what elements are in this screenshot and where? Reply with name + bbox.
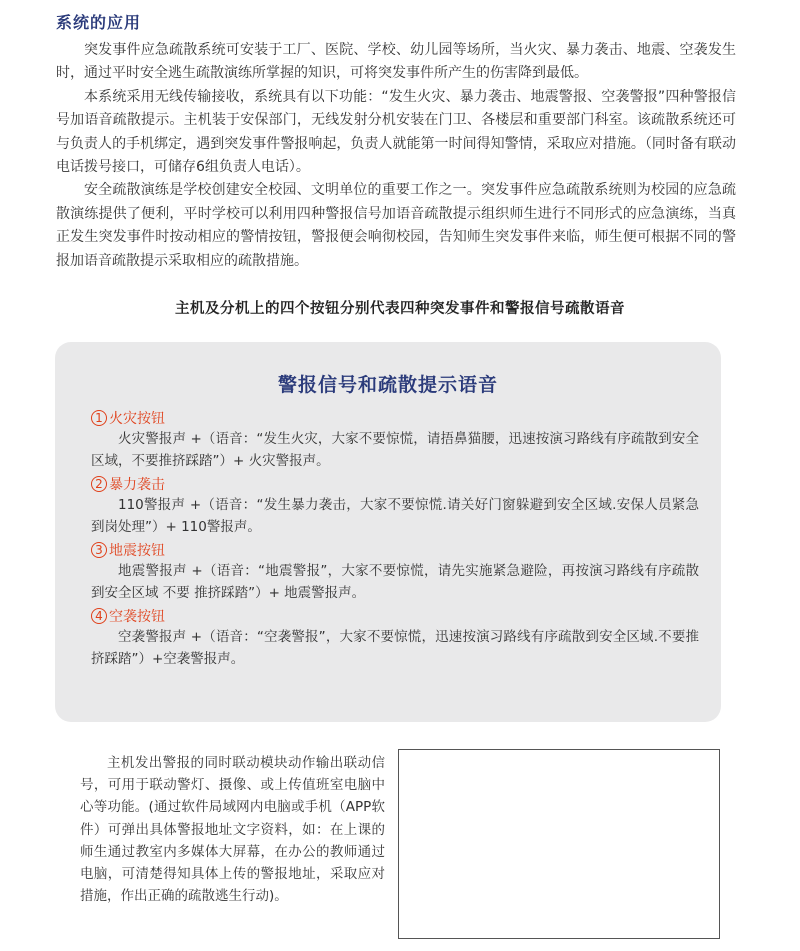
alarm-item-violence — [91, 474, 707, 538]
alarm-item-air-raid — [91, 606, 707, 670]
alarm-item-earthquake — [91, 540, 707, 604]
alarm-description: 空袭警报声 +（语音：“空袭警报”，大家不要惊慌，迅速按演习路线有序疏散到安全区域.不要推挤踩踏”）+空袭警报声。 — [91, 629, 699, 667]
alarm-item-header — [91, 606, 707, 625]
intro-paragraph-1: 突发事件应急疏散系统可安装于工厂、医院、学校、幼儿园等场所，当火灾、暴力袭击、地震、空袭发生时，通过平时安全逃生疏散演练所掌握的知识，可将突发事件所产生的伤害降到最低。 — [56, 42, 736, 82]
buttons-subheading: 主机及分机上的四个按钮分别代表四种突发事件和警报信号疏散语音 — [175, 301, 625, 317]
intro-paragraph-3: 安全疏散演练是学校创建安全校园、文明单位的重要工作之一。突发事件应急疏散系统则为校园的应急疏散演练提供了便利，平时学校可以利用四种警报信号加语音疏散提示组织师生进行不同形式的应急演练，当真正发生突发事件时按动相应的警情按钮，警报便会响彻校园，告知师生突发事件来临，师生便可根据不同的警报加语音疏散提示采取相应的疏散措施。 — [56, 182, 736, 269]
alarm-item-header — [91, 474, 707, 493]
alarm-card — [55, 342, 721, 722]
alarm-description: 火灾警报声 +（语音：“发生火灾，大家不要惊慌，请捂鼻猫腰，迅速按演习路线有序疏散到安全区域，不要推挤踩踏”）+ 火灾警报声。 — [91, 431, 699, 469]
alarm-item-fire — [91, 408, 707, 472]
linkage-description: 主机发出警报的同时联动模块动作输出联动信号，可用于联动警灯、摄像、或上传值班室电脑中心等功能。(通过软件局域网内电脑或手机（APP软件）可弹出具体警报地址文字资料，如：在上课的师生通过教室内多媒体大屏幕，在办公的教师通过电脑，可清楚得知具体上传的警报地址，采取应对措施，作出正确的疏散逃生行动)。 — [80, 755, 385, 905]
circled-number-badge: 2 — [91, 476, 107, 492]
circled-number-badge: 4 — [91, 608, 107, 624]
circled-number-badge: 3 — [91, 542, 107, 558]
alarm-button-name: 火灾按钮 — [109, 410, 165, 427]
circled-number-badge: 1 — [91, 410, 107, 426]
alarm-list — [91, 406, 707, 670]
alarm-description: 110警报声 +（语音：“发生暴力袭击，大家不要惊慌.请关好门窗躲避到安全区域.安保人员紧急到岗处理”）+ 110警报声。 — [91, 497, 699, 535]
alarm-card-title: 警报信号和疏散提示语音 — [277, 374, 498, 396]
alarm-button-name: 地震按钮 — [109, 542, 165, 559]
alarm-button-name: 空袭按钮 — [109, 608, 165, 625]
alarm-description: 地震警报声 +（语音：“地震警报”，大家不要惊慌，请先实施紧急避险，再按演习路线有序疏散到安全区域 不要 推挤踩踏”）+ 地震警报声。 — [91, 563, 699, 601]
section-title: 系统的应用 — [56, 13, 142, 32]
intro-text — [56, 39, 736, 273]
image-placeholder-frame — [398, 749, 720, 939]
alarm-item-header — [91, 408, 707, 427]
alarm-button-name: 暴力袭击 — [109, 476, 165, 493]
alarm-item-header — [91, 540, 707, 559]
intro-paragraph-2: 本系统采用无线传输接收，系统具有以下功能：“发生火灾、暴力袭击、地震警报、空袭警报”四种警报信号加语音疏散提示。主机装于安保部门，无线发射分机安装在门卫、各楼层和重要部门科室。该疏散系统还可与负责人的手机绑定，遇到突发事件警报响起，负责人就能第一时间得知警情，采取应对措施。（同时备有联动电话拨号接口，可储存6组负责人电话）。 — [56, 88, 736, 176]
